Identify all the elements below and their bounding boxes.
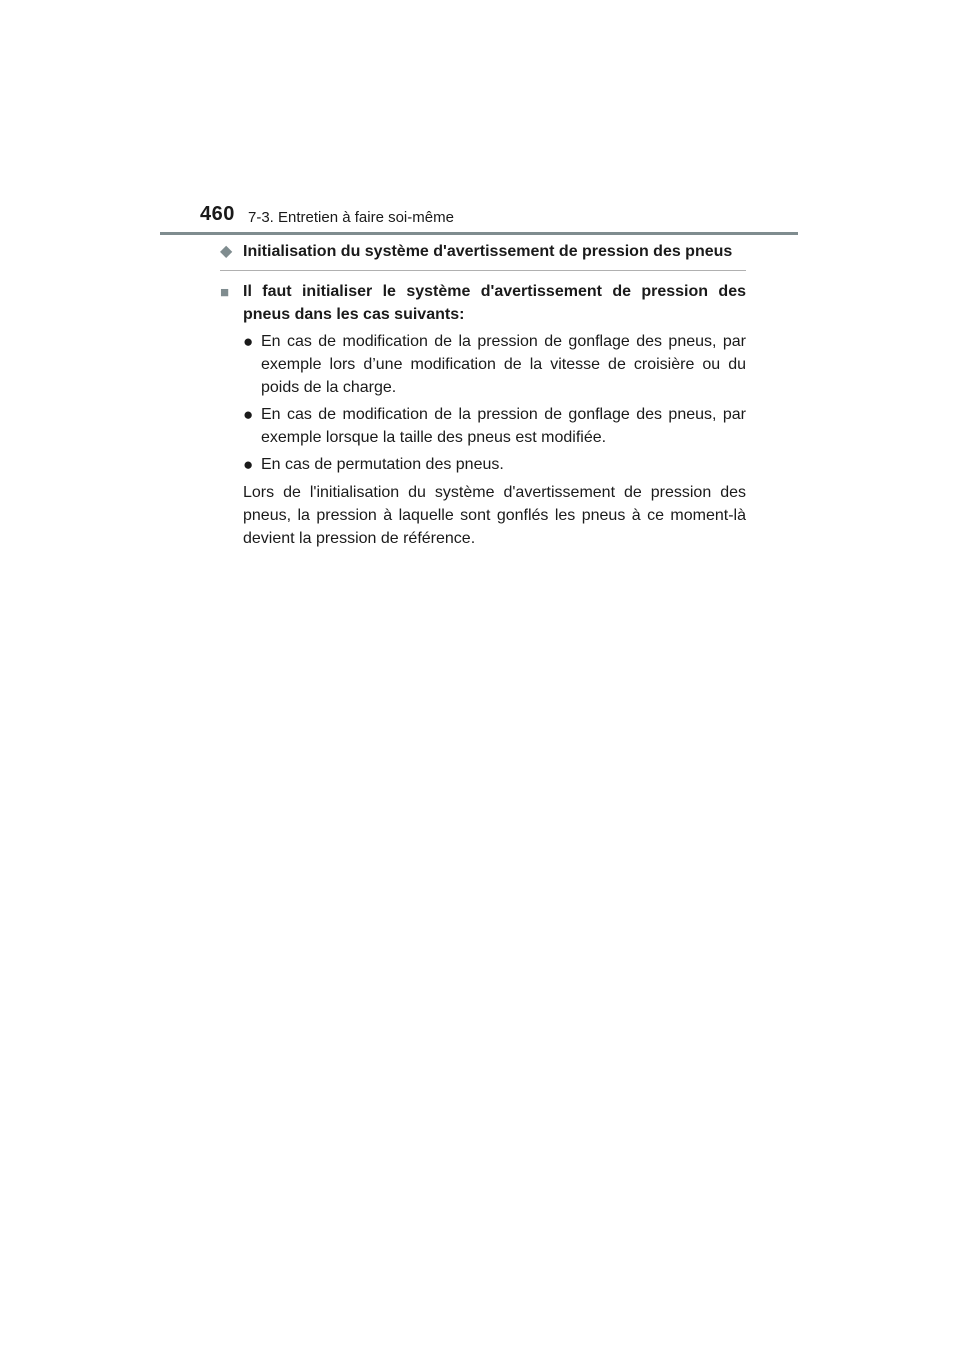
- list-item-text: En cas de modification de la pression de gonflage des pneus, par exemple lors d’une modification de la vitesse de croisière ou du poids de la charge.: [261, 333, 746, 396]
- bullet-icon: ●: [243, 455, 254, 474]
- diamond-icon: ◆: [220, 243, 233, 260]
- body-paragraph: Lors de l'initialisation du système d'avertissement de pression des pneus, la pression à laquelle sont gonflés les pneus à ce moment-là devient la pression de référence.: [243, 484, 746, 547]
- list-item-text: En cas de permutation des pneus.: [261, 456, 504, 473]
- list-item: [243, 453, 746, 476]
- header-divider: [160, 232, 798, 235]
- section-heading-text: Initialisation du système d'avertissement de pression des pneus: [243, 243, 733, 260]
- list-item-text: En cas de modification de la pression de gonflage des pneus, par exemple lorsque la taille des pneus est modifiée.: [261, 406, 746, 446]
- section-heading: [220, 240, 746, 263]
- bullet-icon: ●: [243, 405, 254, 424]
- bullet-icon: ●: [243, 332, 254, 351]
- page-number: 460: [200, 203, 235, 225]
- subheading: [220, 280, 746, 326]
- list-item: [243, 403, 746, 449]
- section-title: 7-3. Entretien à faire soi-même: [248, 209, 454, 226]
- list-item: [243, 330, 746, 399]
- square-icon: ■: [220, 284, 230, 301]
- subheading-text: Il faut initialiser le système d'avertissement de pression des pneus dans les cas suivants:: [243, 283, 746, 323]
- page-content: [220, 240, 746, 550]
- heading-divider: [220, 270, 746, 271]
